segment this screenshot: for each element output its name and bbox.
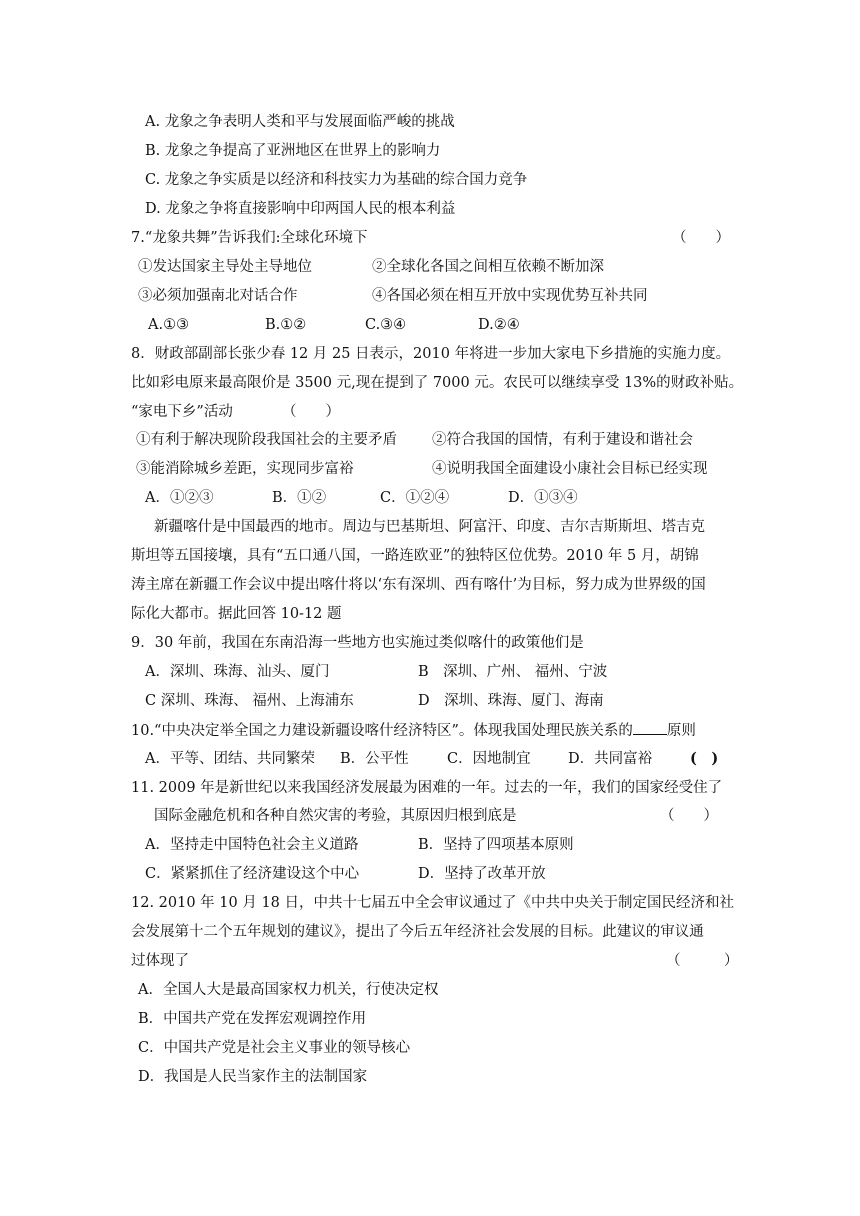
q7-answer-paren: （ ）	[672, 230, 730, 246]
q12-option-a: A．全国人大是最高国家权力机关，行使决定权	[138, 982, 439, 998]
q7-option-d: D.②④	[478, 317, 520, 333]
q8-stem-line-2: 比如彩电原来最高限价是 3500 元,现在提到了 7000 元。农民可以继续享受 13%的财政补贴。	[131, 375, 744, 391]
q10-stem-tail: 原则	[666, 723, 696, 739]
q12-option-c: C．中国共产党是社会主义事业的领导核心	[138, 1040, 411, 1056]
q10-answer-blank	[633, 720, 667, 735]
q8-option-b: B．①②	[272, 490, 327, 506]
q9-stem: 9．30 年前，我国在东南沿海一些地方也实施过类似喀什的政策他们是	[131, 635, 584, 651]
q6-option-a: A. 龙象之争表明人类和平与发展面临严峻的挑战	[145, 114, 455, 130]
q8-statement-3: ③能消除城乡差距，实现同步富裕	[136, 461, 354, 477]
q8-stem-line-3: “家电下乡”活动	[131, 404, 233, 420]
passage-line-1: 新疆喀什是中国最西的地市。周边与巴基斯坦、阿富汗、印度、吉尔吉斯斯坦、塔吉克	[154, 519, 705, 535]
q12-stem-line-2: 会发展第十二个五年规划的建议》，提出了今后五年经济社会发展的目标。此建议的审议通	[131, 924, 704, 940]
q9-option-d: D 深圳、珠海、厦门、海南	[418, 693, 604, 709]
q8-statement-2: ②符合我国的国情，有利于建设和谐社会	[432, 432, 693, 448]
q9-option-c: C 深圳、珠海、 福州、上海浦东	[145, 693, 354, 709]
q12-answer-paren: （ ）	[666, 953, 739, 969]
q7-statement-1: ①发达国家主导处主导地位	[138, 259, 312, 275]
q10-option-c: C．因地制宜	[447, 751, 531, 767]
q8-option-d: D．①③④	[508, 490, 578, 506]
q10-answer-paren: ( )	[690, 750, 719, 767]
q12-stem-line-1: 12. 2010 年 10 月 18 日，中共十七届五中全会审议通过了《中共中央关于制定国民经济和社	[131, 895, 735, 911]
q11-stem-line-1: 11. 2009 年是新世纪以来我国经济发展最为困难的一年。过去的一年，我们的国家经受住了	[131, 780, 723, 796]
q7-stem: 7.“龙象共舞”告诉我们:全球化环境下	[131, 230, 368, 246]
q7-statement-4: ④各国必须在相互开放中实现优势互补共同	[372, 288, 648, 304]
passage-line-3: 涛主席在新疆工作会议中提出喀什将以‘东有深圳、西有喀什’为目标，努力成为世界级的国	[131, 577, 706, 593]
q8-answer-paren: （ ）	[282, 404, 340, 420]
passage-line-4: 际化大都市。据此回答 10-12 题	[131, 606, 342, 622]
q8-option-a: A．①②③	[145, 490, 214, 506]
q7-option-c: C.③④	[365, 317, 407, 333]
q8-statement-1: ①有利于解决现阶段我国社会的主要矛盾	[136, 432, 397, 448]
q12-stem-line-3: 过体现了	[131, 953, 189, 969]
q10-stem-text: 10.“中央决定举全国之力建设新疆设喀什经济特区”。体现我国处理民族关系的	[131, 723, 633, 739]
q7-statement-3: ③必须加强南北对话合作	[138, 288, 298, 304]
q11-option-a: A．坚持走中国特色社会主义道路	[145, 837, 359, 853]
q7-option-a: A.①③	[148, 317, 190, 333]
q12-option-b: B．中国共产党在发挥宏观调控作用	[138, 1011, 367, 1027]
q11-option-c: C．紧紧抓住了经济建设这个中心	[145, 866, 360, 882]
q6-option-c: C. 龙象之争实质是以经济和科技实力为基础的综合国力竞争	[145, 172, 528, 188]
q8-stem-line-1: 8．财政部副部长张少春 12 月 25 日表示，2010 年将进一步加大家电下乡措施的实施力度。	[131, 346, 731, 362]
q8-option-c: C．①②④	[380, 490, 450, 506]
q9-option-b: B 深圳、广州、 福州、宁波	[418, 664, 608, 680]
q10-option-d: D．共同富裕	[568, 751, 653, 767]
q11-option-d: D．坚持了改革开放	[418, 866, 546, 882]
q11-stem-line-2: 国际金融危机和各种自然灾害的考验，其原因归根到底是	[154, 808, 517, 824]
q10-stem	[131, 720, 696, 740]
q7-option-b: B.①②	[265, 317, 307, 333]
q8-statement-4: ④说明我国全面建设小康社会目标已经实现	[432, 461, 708, 477]
q12-option-d: D．我国是人民当家作主的法制国家	[138, 1069, 368, 1085]
q6-option-d: D. 龙象之争将直接影响中印两国人民的根本利益	[145, 201, 456, 217]
q10-option-b: B．公平性	[340, 751, 409, 767]
q7-statement-2: ②全球化各国之间相互依赖不断加深	[372, 259, 604, 275]
q6-option-b: B. 龙象之争提高了亚洲地区在世界上的影响力	[145, 143, 441, 159]
passage-line-2: 斯坦等五国接壤，具有“五口通八国，一路连欧亚”的独特区位优势。2010 年 5 月，胡锦	[131, 548, 699, 564]
q11-option-b: B．坚持了四项基本原则	[418, 837, 574, 853]
q9-option-a: A．深圳、珠海、汕头、厦门	[145, 664, 330, 680]
q11-answer-paren: （ ）	[660, 808, 718, 824]
q10-option-a: A．平等、团结、共同繁荣	[145, 751, 315, 767]
